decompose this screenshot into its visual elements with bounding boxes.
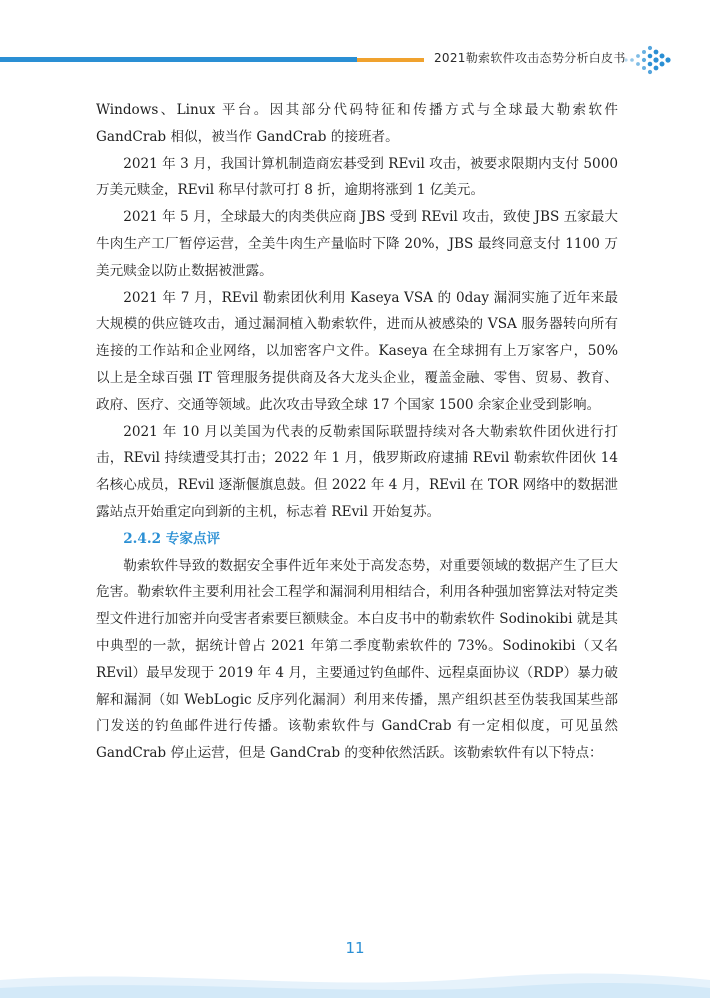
- page-number: 11: [345, 939, 365, 957]
- dot-grid-arrow-icon: [620, 44, 680, 76]
- main-text: [96, 97, 618, 767]
- paragraph-5: 2021 年 10 月以美国为代表的反勒索国际联盟持续对各大勒索软件团伙进行打击，REvil 持续遭受其打击；2022 年 1 月，俄罗斯政府逮捕 REvil 勒索软件团伙 14 名核心成员，REvil 逐渐偃旗息鼓。但 2022 年 4 月，REvil 在 TOR 网络中的数据泄露站点开始重定向到新的主机，标志着 REvil 开始复苏。: [96, 423, 618, 520]
- section-heading: 2.4.2 专家点评: [123, 530, 221, 547]
- paragraph-3: 2021 年 5 月，全球最大的肉类供应商 JBS 受到 REvil 攻击，致使 JBS 五家最大牛肉生产工厂暂停运营，全美牛肉生产量临时下降 20%，JBS 最终同意支付 1100 万美元赎金以防止数据被泄露。: [96, 209, 618, 279]
- paragraph-4: 2021 年 7 月，REvil 勒索团伙利用 Kaseya VSA 的 0day 漏洞实施了近年来最大规模的供应链攻击，通过漏洞植入勒索软件，进而从被感染的 VSA 服务器转向所有连接的工作站和企业网络，以加密客户文件。Kaseya 在全球拥有上万家客户，50% 以上是全球百强 IT 管理服务提供商及各大龙头企业，覆盖金融、零售、贸易、教育、政府、医疗、交通等领域。此次攻击导致全球 17 个国家 1500 余家企业受到影响。: [96, 289, 618, 413]
- paragraph-1: Windows、Linux 平台。因其部分代码特征和传播方式与全球最大勒索软件 GandCrab 相似，被当作 GandCrab 的接班者。: [96, 102, 618, 145]
- header-bar-blue: [0, 57, 357, 62]
- header-title: 2021勒索软件攻击态势分析白皮书: [434, 51, 626, 65]
- footer-wave-decoration: [0, 958, 710, 998]
- paragraph-2: 2021 年 3 月，我国计算机制造商宏碁受到 REvil 攻击，被要求限期内支付 5000 万美元赎金，REvil 称早付款可打 8 折，逾期将涨到 1 亿美元。: [96, 155, 618, 199]
- header-bar-orange: [357, 58, 424, 62]
- expert-paragraph: 勒索软件导致的数据安全事件近年来处于高发态势，对重要领域的数据产生了巨大危害。勒索软件主要利用社会工程学和漏洞利用相结合，利用各种强加密算法对特定类型文件进行加密并向受害者索要巨额赎金。本白皮书中的勒索软件 Sodinokibi 就是其中典型的一款，据统计曾占 2021 年第二季度勒索软件的 73%。Sodinokibi（又名 REvil）最早发现于 2019 年 4 月，主要通过钓鱼邮件、远程桌面协议（RDP）暴力破解和漏洞（如 WebLogic 反序列化漏洞）利用来传播，黑产组织甚至伪装我国某些部门发送的钓鱼邮件进行传播。该勒索软件与 GandCrab 有一定相似度，可见虽然 GandCrab 停止运营，但是 GandCrab 的变种依然活跃。该勒索软件有以下特点：: [96, 557, 618, 762]
